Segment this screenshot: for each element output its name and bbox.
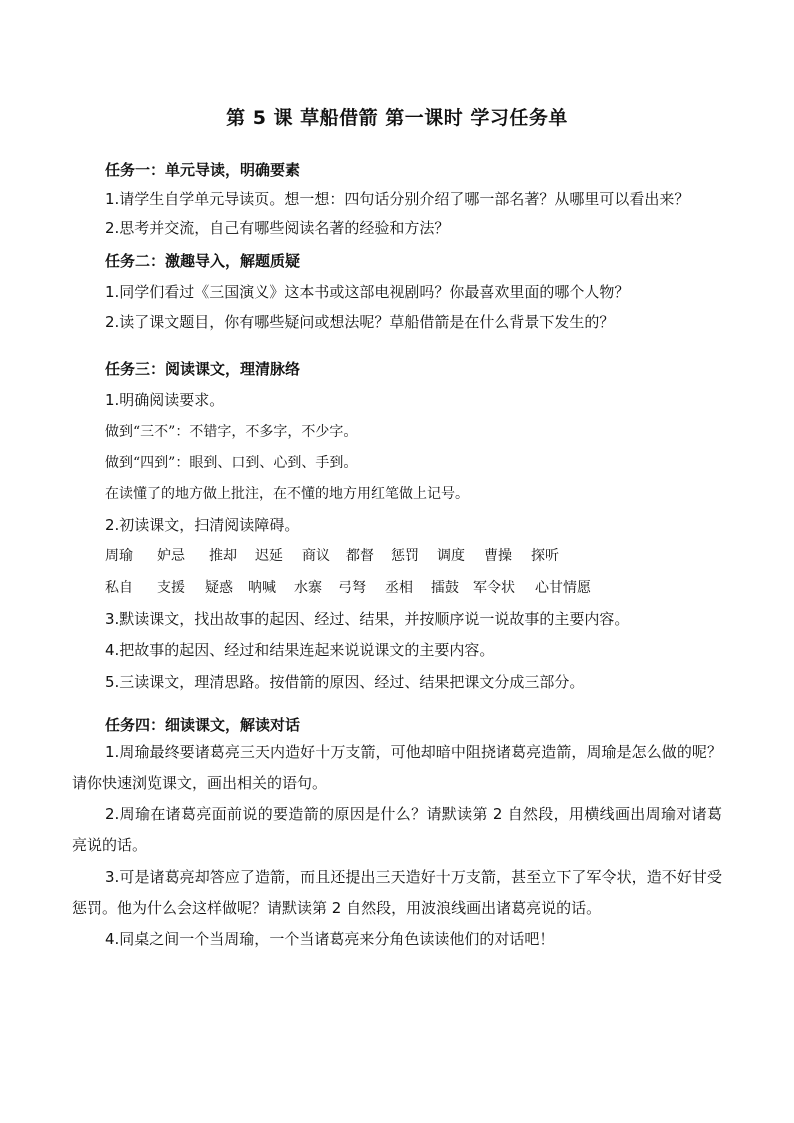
vocab-word: 呐喊 <box>248 580 276 596</box>
task4-paragraph-4: 4.同桌之间一个当周瑜，一个当诸葛亮来分角色读读他们的对话吧！ <box>105 930 555 948</box>
vocab-word: 商议 <box>302 548 330 564</box>
task4-paragraph-1: 1.周瑜最终要诸葛亮三天内造好十万支箭，可他却暗中阻挠诸葛亮造箭，周瑜是怎么做的呢？请你快速浏览课文，画出相关的语句。 <box>72 743 722 792</box>
task3-item-2: 2.初读课文，扫清阅读障碍。 <box>105 516 300 534</box>
page-title: 第 5 课 草船借箭 第一课时 学习任务单 <box>226 107 568 129</box>
vocab-word: 擂鼓 <box>431 580 459 596</box>
vocab-word: 曹操 <box>484 548 512 564</box>
vocab-word: 支援 <box>157 580 185 596</box>
task2-heading: 任务二：激趣导入，解题质疑 <box>105 252 301 270</box>
task3-requirement-3: 在读懂了的地方做上批注，在不懂的地方用红笔做上记号。 <box>105 486 469 502</box>
vocab-word: 军令状 <box>473 580 515 596</box>
task3-item-1: 1.明确阅读要求。 <box>105 391 225 409</box>
vocab-word: 丞相 <box>385 580 413 596</box>
vocab-word: 推却 <box>209 548 237 564</box>
task2-item-1: 1.同学们看过《三国演义》这本书或这部电视剧吗？你最喜欢里面的哪个人物？ <box>105 283 630 301</box>
vocab-word: 探听 <box>531 548 559 564</box>
vocab-word: 都督 <box>346 548 374 564</box>
task3-item-4: 4.把故事的起因、经过和结果连起来说说课文的主要内容。 <box>105 641 495 659</box>
task2-item-2: 2.读了课文题目，你有哪些疑问或想法呢？草船借箭是在什么背景下发生的？ <box>105 313 615 331</box>
vocab-word: 疑惑 <box>205 580 233 596</box>
task4-heading: 任务四：细读课文，解读对话 <box>105 716 301 734</box>
task3-item-3: 3.默读课文，找出故事的起因、经过、结果，并按顺序说一说故事的主要内容。 <box>105 610 630 628</box>
vocab-word: 心甘情愿 <box>535 580 591 596</box>
vocab-row-1 <box>105 546 571 566</box>
task1-item-1: 1.请学生自学单元导读页。想一想：四句话分别介绍了哪一部名著？从哪里可以看出来？ <box>105 190 690 208</box>
vocab-word: 周瑜 <box>105 548 133 564</box>
task4-paragraph-2: 2.周瑜在诸葛亮面前说的要造箭的原因是什么？请默读第 2 自然段，用横线画出周瑜对诸葛亮说的话。 <box>72 805 722 854</box>
task1-item-2: 2.思考并交流，自己有哪些阅读名著的经验和方法？ <box>105 219 450 237</box>
task3-requirement-2: 做到“四到”：眼到、口到、心到、手到。 <box>105 455 358 471</box>
vocab-word: 私自 <box>105 580 133 596</box>
task3-heading: 任务三：阅读课文，理清脉络 <box>105 360 301 378</box>
vocab-word: 水寨 <box>294 580 322 596</box>
vocab-word: 迟延 <box>255 548 283 564</box>
task3-item-5: 5.三读课文，理清思路。按借箭的原因、经过、结果把课文分成三部分。 <box>105 673 585 691</box>
vocab-word: 妒忌 <box>157 548 185 564</box>
task4-paragraph-3: 3.可是诸葛亮却答应了造箭，而且还提出三天造好十万支箭，甚至立下了军令状，造不好甘受惩罚。他为什么会这样做呢？请默读第 2 自然段，用波浪线画出诸葛亮说的话。 <box>72 868 722 917</box>
vocab-word: 调度 <box>437 548 465 564</box>
task3-requirement-1: 做到“三不”：不错字，不多字，不少字。 <box>105 424 358 440</box>
vocab-word: 惩罚 <box>391 548 419 564</box>
task1-heading: 任务一：单元导读，明确要素 <box>105 161 301 179</box>
vocab-row-2 <box>105 578 599 598</box>
vocab-word: 弓弩 <box>338 580 366 596</box>
